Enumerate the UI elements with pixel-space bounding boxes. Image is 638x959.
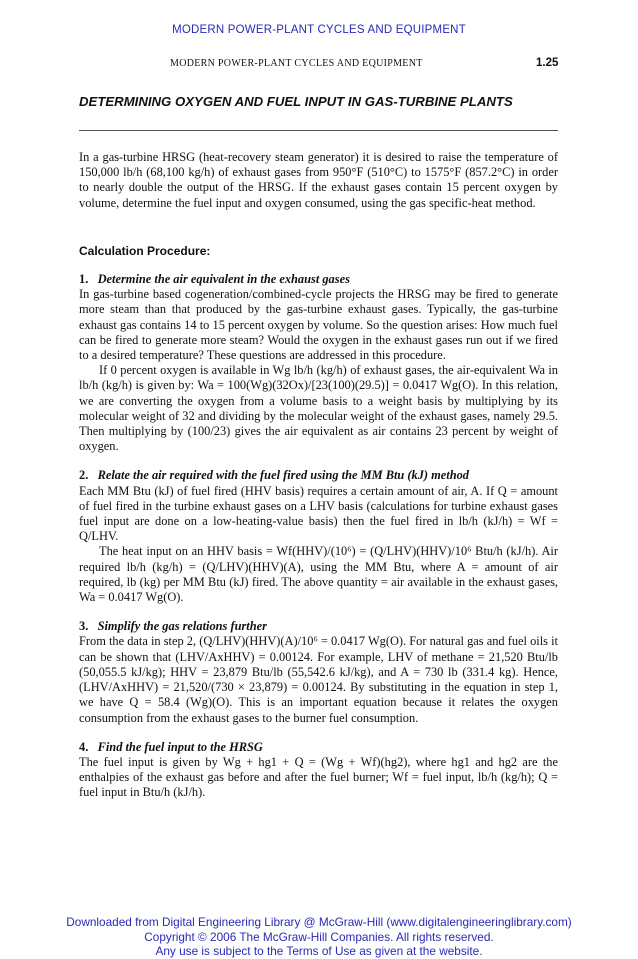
running-head: MODERN POWER-PLANT CYCLES AND EQUIPMENT: [170, 58, 423, 69]
step-title: Simplify the gas relations further: [97, 619, 267, 634]
step-title: Find the fuel input to the HRSG: [97, 739, 263, 754]
step-heading: [79, 740, 558, 755]
title-divider: [79, 130, 558, 131]
step-heading: [79, 272, 558, 287]
intro-paragraph: In a gas-turbine HRSG (heat-recovery steam generator) it is desired to raise the temperature of 150,000 lb/h (68,100 kg/h) of exhaust gases from 950°F (510°C) to 1575°F (857.2°C) in order to nearly double the output of the HRSG. If the exhaust gases contain 15 percent oxygen by volume, determine the fuel input and oxygen consumed, using the gas specific-heat method.: [79, 150, 558, 210]
step-2: [79, 468, 558, 605]
footer-copyright: Copyright © 2006 The McGraw-Hill Companies. All rights reserved.: [144, 929, 494, 944]
problem-title: DETERMINING OXYGEN AND FUEL INPUT IN GAS-TURBINE PLANTS: [79, 94, 513, 109]
step-number: 1.: [79, 272, 89, 287]
step-paragraph: If 0 percent oxygen is available in Wg lb/h (kg/h) of exhaust gases, the air-equivalent Wa in lb/h (kg/h) is given by: Wa = 100(Wg)(32Ox)/[23(100)(29.5)] = 0.0417 Wg(O). In this relation, we are converting the oxygen from a volume basis to a weight basis by multiplying by its molecular weight of 32 and dividing by the molecular weight of the exhaust gases, namely 29.5. Then multiplying by (100/23) gives the air equivalent as air contains 23 percent by weight of oxygen.: [79, 363, 558, 454]
footer-terms[interactable]: Any use is subject to the Terms of Use as given at the website.: [155, 944, 483, 958]
step-heading: [79, 468, 558, 483]
step-paragraph: Each MM Btu (kJ) of fuel fired (HHV basis) requires a certain amount of air, A. If Q = amount of fuel fired in the turbine exhaust gases on a LHV basis (calculations for turbine exhaust gases fuel input are done on a low-heating-value basis) then the fuel fired in lb/h (kJ/h) = Wf = Q/LHV.: [79, 483, 558, 544]
step-title: Determine the air equivalent in the exhaust gases: [97, 272, 350, 287]
top-banner: MODERN POWER-PLANT CYCLES AND EQUIPMENT: [172, 24, 466, 36]
step-3: [79, 619, 558, 725]
page-number: 1.25: [536, 57, 559, 69]
step-number: 4.: [79, 739, 89, 754]
body-content: [79, 150, 558, 801]
step-paragraph: The fuel input is given by Wg + hg1 + Q = (Wg + Wf)(hg2), where hg1 and hg2 are the enthalpies of the exhaust gas before and after the fuel burner; Wf = fuel input, lb/h (kg/h); Q = fuel input in Btu/h (kJ/h).: [79, 754, 558, 800]
footer-download-notice[interactable]: Downloaded from Digital Engineering Library @ McGraw-Hill (www.digitalengineeringlibrary.com): [66, 915, 572, 929]
calculation-heading: Calculation Procedure:: [79, 243, 211, 258]
step-heading: [79, 619, 558, 634]
footer: [0, 915, 638, 959]
step-4: [79, 740, 558, 801]
step-number: 3.: [79, 619, 89, 634]
step-paragraph: In gas-turbine based cogeneration/combined-cycle projects the HRSG may be fired to generate more steam than that produced by the gas-turbine exhaust gases. Typically, the gas-turbine exhaust gas contains 14 to 15 percent oxygen by volume. So the question arises: How much fuel can be fired to generate more steam? Would the oxygen in the exhaust gases run out if we fired to a desired temperature? These questions are addressed in this procedure.: [79, 287, 558, 363]
step-number: 2.: [79, 468, 89, 483]
step-paragraph: From the data in step 2, (Q/LHV)(HHV)(A)/10⁶ = 0.0417 Wg(O). For natural gas and fuel oils it can be shown that (LHV/AxHHV) = 0.00124. For example, LHV of methane = 21,520 Btu/lb (50,055.5 kJ/kg); HHV = 23,879 Btu/lb (55,542.6 kJ/kg), and A = 730 lb (331.4 kg). Hence, (LHV/AxHHV) = 21,520/(730 × 23,879) = 0.00124. By substituting in the equation in step 1, we have Q = 58.4 (Wg)(O). This is an important equation because it relates the oxygen consumption from the exhaust gases to the burner fuel consumption.: [79, 634, 558, 725]
step-title: Relate the air required with the fuel fired using the MM Btu (kJ) method: [97, 468, 469, 483]
step-1: [79, 272, 558, 454]
step-paragraph: The heat input on an HHV basis = Wf(HHV)/(10⁶) = (Q/LHV)(HHV)/10⁶ Btu/h (kJ/h). Air required lb/h (kg/h) = (Q/LHV)(HHV)(A), using the MM Btu, where A = amount of air required, lb (kg) per MM Btu (kJ) fired. The above quantity = air available in the exhaust gases, Wa = 0.0417 Wg(O).: [79, 544, 558, 605]
